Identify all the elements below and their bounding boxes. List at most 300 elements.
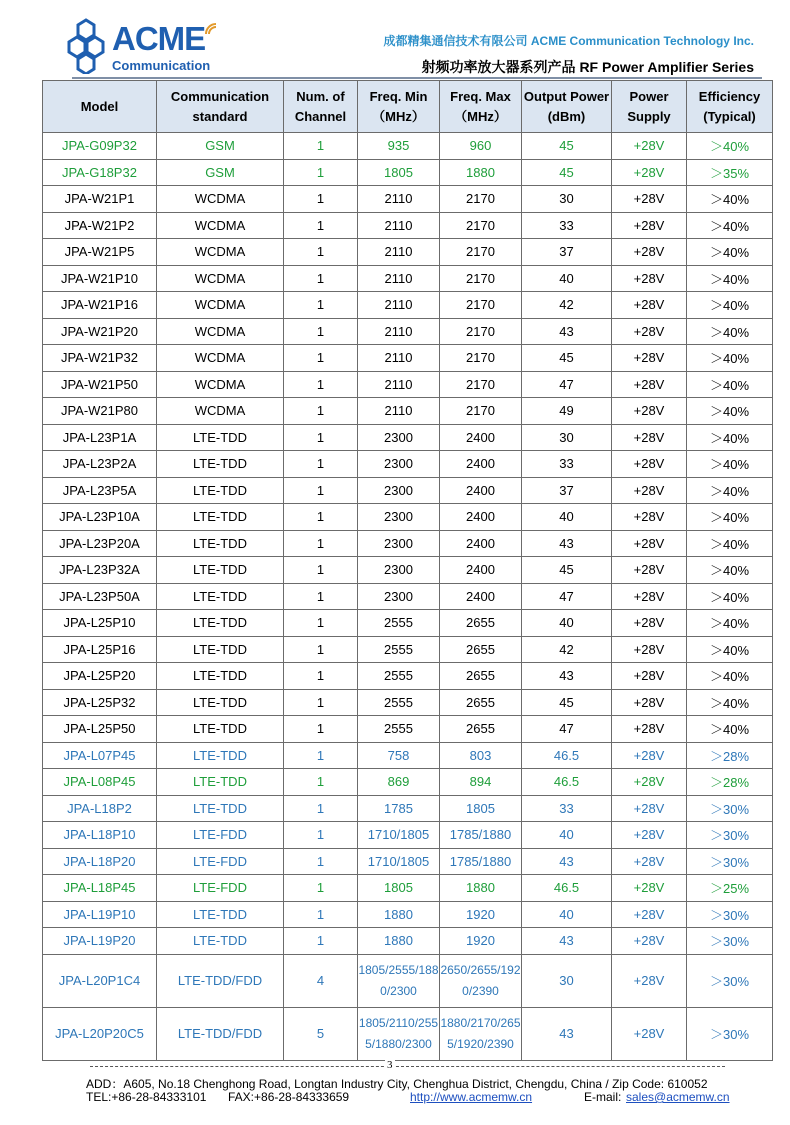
- table-cell: 43: [522, 928, 612, 955]
- table-cell: +28V: [612, 477, 687, 504]
- table-cell: 2555: [358, 663, 440, 690]
- table-cell: 2170: [440, 345, 522, 372]
- table-cell: 1: [284, 769, 358, 796]
- table-cell: LTE-TDD: [157, 716, 284, 743]
- table-cell: 1880: [440, 159, 522, 186]
- table-cell: +28V: [612, 159, 687, 186]
- hexagon-logo-icon: [64, 18, 108, 74]
- footer-email-label: E-mail:: [584, 1090, 622, 1104]
- table-cell: 1: [284, 477, 358, 504]
- table-row: [43, 133, 773, 160]
- table-cell: +28V: [612, 689, 687, 716]
- table-cell: 758: [358, 742, 440, 769]
- table-cell: JPA-L23P2A: [43, 451, 157, 478]
- table-cell: 2400: [440, 530, 522, 557]
- table-cell: 2400: [440, 477, 522, 504]
- table-cell: 2110: [358, 265, 440, 292]
- table-cell: 2400: [440, 557, 522, 584]
- footer-address: ADD：A605, No.18 Chenghong Road, Longtan Industry City, Chenghua District, Chengdu, China / Zip Code: 610052: [86, 1077, 708, 1091]
- table-row: [43, 822, 773, 849]
- table-cell: ＞40%: [687, 398, 773, 425]
- table-cell: 1880: [358, 901, 440, 928]
- table-cell: 1: [284, 663, 358, 690]
- table-cell: 33: [522, 451, 612, 478]
- table-cell: 2170: [440, 371, 522, 398]
- column-header: [612, 81, 687, 133]
- table-cell: LTE-TDD: [157, 610, 284, 637]
- table-cell: JPA-L18P20: [43, 848, 157, 875]
- table-cell: 2400: [440, 451, 522, 478]
- table-cell: 1710/1805: [358, 822, 440, 849]
- table-cell: 2170: [440, 186, 522, 213]
- table-cell: 43: [522, 663, 612, 690]
- table-cell: 1710/1805: [358, 848, 440, 875]
- table-row: [43, 318, 773, 345]
- table-cell: LTE-TDD: [157, 689, 284, 716]
- email-link[interactable]: sales@acmemw.cn: [626, 1090, 730, 1104]
- table-cell: 5: [284, 1007, 358, 1060]
- header-divider: [72, 77, 762, 79]
- table-cell: 1: [284, 424, 358, 451]
- table-row: [43, 239, 773, 266]
- table-cell: JPA-W21P80: [43, 398, 157, 425]
- table-cell: ＞30%: [687, 928, 773, 955]
- table-cell: 1805/2555/1880/2300: [358, 954, 440, 1007]
- table-cell: ＞40%: [687, 371, 773, 398]
- table-cell: 1785/1880: [440, 848, 522, 875]
- table-cell: ＞40%: [687, 212, 773, 239]
- column-header-line: Efficiency: [698, 88, 761, 104]
- table-cell: 40: [522, 610, 612, 637]
- table-cell: ＞40%: [687, 689, 773, 716]
- table-cell: ＞40%: [687, 451, 773, 478]
- table-cell: +28V: [612, 265, 687, 292]
- table-cell: LTE-FDD: [157, 822, 284, 849]
- table-cell: +28V: [612, 345, 687, 372]
- table-row: [43, 477, 773, 504]
- table-cell: 2300: [358, 504, 440, 531]
- table-row: [43, 610, 773, 637]
- table-cell: 2170: [440, 318, 522, 345]
- table-cell: ＞30%: [687, 822, 773, 849]
- table-cell: ＞40%: [687, 318, 773, 345]
- table-cell: 1: [284, 689, 358, 716]
- logo-subtitle: Communication: [112, 58, 211, 73]
- table-cell: 869: [358, 769, 440, 796]
- table-cell: 1: [284, 133, 358, 160]
- table-cell: +28V: [612, 212, 687, 239]
- table-cell: 1: [284, 371, 358, 398]
- column-header-line: (Typical): [703, 108, 756, 124]
- table-cell: ＞28%: [687, 742, 773, 769]
- table-cell: +28V: [612, 716, 687, 743]
- table-cell: +28V: [612, 292, 687, 319]
- table-cell: 2650/2655/1920/2390: [440, 954, 522, 1007]
- column-header-line: Output Power: [523, 88, 610, 104]
- table-row: [43, 583, 773, 610]
- column-header: [440, 81, 522, 133]
- table-cell: JPA-W21P20: [43, 318, 157, 345]
- table-cell: ＞25%: [687, 875, 773, 902]
- table-cell: LTE-TDD/FDD: [157, 1007, 284, 1060]
- column-header-line: Power: [629, 88, 669, 104]
- table-cell: 42: [522, 292, 612, 319]
- table-cell: 1: [284, 318, 358, 345]
- table-row: [43, 875, 773, 902]
- table-cell: +28V: [612, 742, 687, 769]
- table-cell: JPA-L20P20C5: [43, 1007, 157, 1060]
- table-cell: JPA-L19P10: [43, 901, 157, 928]
- table-cell: ＞35%: [687, 159, 773, 186]
- table-cell: 33: [522, 212, 612, 239]
- table-cell: 2110: [358, 345, 440, 372]
- column-header-line: Num. of: [296, 88, 345, 104]
- table-row: [43, 848, 773, 875]
- table-cell: 1: [284, 822, 358, 849]
- table-cell: ＞40%: [687, 663, 773, 690]
- table-cell: ＞30%: [687, 1007, 773, 1060]
- table-cell: +28V: [612, 451, 687, 478]
- table-cell: 2555: [358, 689, 440, 716]
- table-cell: JPA-W21P50: [43, 371, 157, 398]
- table-cell: JPA-L08P45: [43, 769, 157, 796]
- table-cell: 935: [358, 133, 440, 160]
- table-cell: JPA-L25P16: [43, 636, 157, 663]
- table-cell: LTE-TDD: [157, 769, 284, 796]
- table-cell: JPA-L18P10: [43, 822, 157, 849]
- table-cell: ＞40%: [687, 636, 773, 663]
- column-header-line: Communication: [170, 88, 270, 104]
- table-cell: 1: [284, 530, 358, 557]
- table-cell: LTE-TDD: [157, 795, 284, 822]
- table-row: [43, 689, 773, 716]
- table-cell: +28V: [612, 875, 687, 902]
- table-cell: JPA-L18P45: [43, 875, 157, 902]
- table-cell: WCDMA: [157, 292, 284, 319]
- table-cell: LTE-TDD: [157, 901, 284, 928]
- table-cell: 803: [440, 742, 522, 769]
- column-header-line: Supply: [627, 108, 671, 124]
- table-cell: 45: [522, 159, 612, 186]
- table-cell: 2555: [358, 610, 440, 637]
- table-cell: 2110: [358, 292, 440, 319]
- table-cell: GSM: [157, 133, 284, 160]
- table-cell: +28V: [612, 186, 687, 213]
- table-cell: ＞30%: [687, 954, 773, 1007]
- table-row: [43, 636, 773, 663]
- table-row: [43, 265, 773, 292]
- table-cell: +28V: [612, 504, 687, 531]
- table-row: [43, 795, 773, 822]
- table-body: [43, 133, 773, 1061]
- table-cell: +28V: [612, 239, 687, 266]
- table-cell: WCDMA: [157, 371, 284, 398]
- table-cell: 2110: [358, 398, 440, 425]
- table-cell: 1805: [358, 159, 440, 186]
- table-cell: 2655: [440, 636, 522, 663]
- column-header-line: Channel: [294, 108, 347, 124]
- table-cell: JPA-L23P1A: [43, 424, 157, 451]
- column-header: [284, 81, 358, 133]
- table-cell: 1: [284, 716, 358, 743]
- table-cell: JPA-G18P32: [43, 159, 157, 186]
- table-cell: WCDMA: [157, 212, 284, 239]
- column-header: [687, 81, 773, 133]
- table-cell: 40: [522, 265, 612, 292]
- product-table: [42, 80, 773, 1061]
- table-cell: 45: [522, 557, 612, 584]
- table-cell: ＞40%: [687, 345, 773, 372]
- column-header: [43, 81, 157, 133]
- table-row: [43, 901, 773, 928]
- table-cell: +28V: [612, 848, 687, 875]
- table-cell: 894: [440, 769, 522, 796]
- table-cell: 2170: [440, 398, 522, 425]
- table-cell: 1: [284, 239, 358, 266]
- table-row: [43, 292, 773, 319]
- table-cell: 2400: [440, 424, 522, 451]
- table-cell: ＞40%: [687, 133, 773, 160]
- page-header: [0, 0, 790, 80]
- table-cell: WCDMA: [157, 265, 284, 292]
- table-cell: 1: [284, 398, 358, 425]
- table-cell: ＞40%: [687, 504, 773, 531]
- column-header-line: Model: [80, 98, 119, 114]
- table-cell: 2655: [440, 663, 522, 690]
- table-cell: 1880: [440, 875, 522, 902]
- table-cell: LTE-FDD: [157, 875, 284, 902]
- table-cell: JPA-L25P32: [43, 689, 157, 716]
- table-cell: 1: [284, 610, 358, 637]
- table-cell: 43: [522, 530, 612, 557]
- table-cell: LTE-TDD/FDD: [157, 954, 284, 1007]
- table-cell: ＞30%: [687, 848, 773, 875]
- table-cell: +28V: [612, 424, 687, 451]
- table-cell: 37: [522, 239, 612, 266]
- table-cell: ＞40%: [687, 477, 773, 504]
- table-cell: ＞40%: [687, 583, 773, 610]
- table-cell: 1: [284, 159, 358, 186]
- table-cell: 40: [522, 901, 612, 928]
- table-cell: ＞40%: [687, 716, 773, 743]
- table-cell: 2170: [440, 212, 522, 239]
- table-cell: +28V: [612, 795, 687, 822]
- table-cell: 1: [284, 742, 358, 769]
- table-cell: 2655: [440, 716, 522, 743]
- table-cell: +28V: [612, 954, 687, 1007]
- table-cell: JPA-L25P20: [43, 663, 157, 690]
- table-cell: 2110: [358, 371, 440, 398]
- table-cell: 33: [522, 795, 612, 822]
- table-cell: 1: [284, 875, 358, 902]
- table-cell: 1: [284, 212, 358, 239]
- table-cell: LTE-TDD: [157, 451, 284, 478]
- table-row: [43, 212, 773, 239]
- table-cell: ＞40%: [687, 239, 773, 266]
- table-cell: 49: [522, 398, 612, 425]
- table-cell: LTE-TDD: [157, 530, 284, 557]
- table-cell: 1: [284, 795, 358, 822]
- table-row: [43, 345, 773, 372]
- table-cell: LTE-TDD: [157, 504, 284, 531]
- table-cell: 40: [522, 504, 612, 531]
- table-cell: 45: [522, 345, 612, 372]
- table-row: [43, 424, 773, 451]
- table-cell: ＞40%: [687, 292, 773, 319]
- table-cell: 1785/1880: [440, 822, 522, 849]
- table-cell: JPA-L23P20A: [43, 530, 157, 557]
- column-header-line: (dBm): [547, 108, 586, 124]
- table-cell: JPA-L20P1C4: [43, 954, 157, 1007]
- table-cell: 1: [284, 504, 358, 531]
- table-cell: 46.5: [522, 769, 612, 796]
- table-row: [43, 716, 773, 743]
- table-cell: 1: [284, 557, 358, 584]
- table-cell: ＞28%: [687, 769, 773, 796]
- table-cell: 37: [522, 477, 612, 504]
- table-cell: 2110: [358, 239, 440, 266]
- page-number: 3: [387, 1059, 393, 1071]
- column-header-line: Freq. Max: [450, 88, 511, 104]
- column-header-line: standard: [192, 108, 248, 124]
- column-header: [358, 81, 440, 133]
- table-cell: 1920: [440, 928, 522, 955]
- table-cell: +28V: [612, 398, 687, 425]
- table-cell: +28V: [612, 371, 687, 398]
- table-cell: LTE-TDD: [157, 583, 284, 610]
- table-cell: +28V: [612, 133, 687, 160]
- company-logo: [64, 14, 234, 76]
- table-cell: JPA-L23P32A: [43, 557, 157, 584]
- table-cell: 43: [522, 848, 612, 875]
- table-cell: 4: [284, 954, 358, 1007]
- table-cell: 1: [284, 583, 358, 610]
- table-cell: 1880/2170/2655/1920/2390: [440, 1007, 522, 1060]
- table-cell: JPA-W21P2: [43, 212, 157, 239]
- table-cell: +28V: [612, 901, 687, 928]
- table-cell: LTE-TDD: [157, 477, 284, 504]
- table-row: [43, 663, 773, 690]
- table-cell: +28V: [612, 318, 687, 345]
- company-name: 成都精集通信技术有限公司 ACME Communication Technology Inc.: [383, 34, 754, 48]
- table-cell: LTE-TDD: [157, 557, 284, 584]
- table-cell: WCDMA: [157, 398, 284, 425]
- table-cell: +28V: [612, 610, 687, 637]
- table-cell: +28V: [612, 636, 687, 663]
- table-cell: JPA-W21P16: [43, 292, 157, 319]
- table-cell: 1805/2110/2555/1880/2300: [358, 1007, 440, 1060]
- table-cell: 43: [522, 1007, 612, 1060]
- table-cell: WCDMA: [157, 345, 284, 372]
- table-cell: LTE-TDD: [157, 663, 284, 690]
- table-cell: ＞30%: [687, 795, 773, 822]
- table-cell: 47: [522, 583, 612, 610]
- table-cell: +28V: [612, 928, 687, 955]
- table-cell: 2555: [358, 716, 440, 743]
- table-cell: 30: [522, 954, 612, 1007]
- signal-waves-icon: [204, 22, 218, 36]
- table-cell: 47: [522, 371, 612, 398]
- table-cell: 47: [522, 716, 612, 743]
- table-cell: +28V: [612, 663, 687, 690]
- table-cell: 1: [284, 292, 358, 319]
- table-row: [43, 954, 773, 1007]
- table-cell: LTE-TDD: [157, 636, 284, 663]
- table-row: [43, 1007, 773, 1060]
- table-cell: ＞40%: [687, 424, 773, 451]
- table-cell: 30: [522, 424, 612, 451]
- table-row: [43, 504, 773, 531]
- table-cell: 1785: [358, 795, 440, 822]
- table-row: [43, 742, 773, 769]
- table-cell: 45: [522, 133, 612, 160]
- table-cell: JPA-L23P50A: [43, 583, 157, 610]
- table-row: [43, 371, 773, 398]
- website-link[interactable]: http://www.acmemw.cn: [410, 1090, 533, 1104]
- table-cell: WCDMA: [157, 239, 284, 266]
- footer-divider: [90, 1066, 725, 1067]
- table-cell: ＞40%: [687, 530, 773, 557]
- table-row: [43, 159, 773, 186]
- table-cell: JPA-L07P45: [43, 742, 157, 769]
- table-cell: 45: [522, 689, 612, 716]
- table-cell: ＞40%: [687, 557, 773, 584]
- table-cell: +28V: [612, 583, 687, 610]
- table-row: [43, 557, 773, 584]
- logo-name: ACME: [112, 20, 206, 57]
- table-row: [43, 451, 773, 478]
- table-cell: 2555: [358, 636, 440, 663]
- table-cell: JPA-W21P1: [43, 186, 157, 213]
- table-cell: 2170: [440, 265, 522, 292]
- table-cell: 2300: [358, 424, 440, 451]
- table-cell: 2110: [358, 212, 440, 239]
- table-cell: 42: [522, 636, 612, 663]
- table-cell: 2300: [358, 477, 440, 504]
- table-cell: 1805: [358, 875, 440, 902]
- table-cell: 2655: [440, 610, 522, 637]
- table-header-row: [43, 81, 773, 133]
- series-title: 射频功率放大器系列产品 RF Power Amplifier Series: [421, 59, 754, 75]
- table-cell: 1: [284, 265, 358, 292]
- table-cell: 2300: [358, 557, 440, 584]
- table-cell: LTE-FDD: [157, 848, 284, 875]
- table-cell: JPA-L18P2: [43, 795, 157, 822]
- column-header-line: Freq. Min: [369, 88, 428, 104]
- table-cell: 2400: [440, 504, 522, 531]
- table-cell: LTE-TDD: [157, 742, 284, 769]
- table-cell: JPA-L23P10A: [43, 504, 157, 531]
- column-header-line: （MHz）: [454, 108, 507, 124]
- table-cell: JPA-L25P50: [43, 716, 157, 743]
- table-cell: GSM: [157, 159, 284, 186]
- table-cell: LTE-TDD: [157, 928, 284, 955]
- table-cell: 1: [284, 186, 358, 213]
- table-row: [43, 928, 773, 955]
- table-cell: ＞40%: [687, 265, 773, 292]
- table-cell: 2110: [358, 186, 440, 213]
- table-cell: +28V: [612, 530, 687, 557]
- table-cell: WCDMA: [157, 186, 284, 213]
- column-header: [157, 81, 284, 133]
- table-cell: 1: [284, 901, 358, 928]
- table-cell: 2170: [440, 292, 522, 319]
- table-cell: 1: [284, 636, 358, 663]
- table-cell: 1: [284, 451, 358, 478]
- column-header: [522, 81, 612, 133]
- table-cell: JPA-W21P5: [43, 239, 157, 266]
- table-row: [43, 186, 773, 213]
